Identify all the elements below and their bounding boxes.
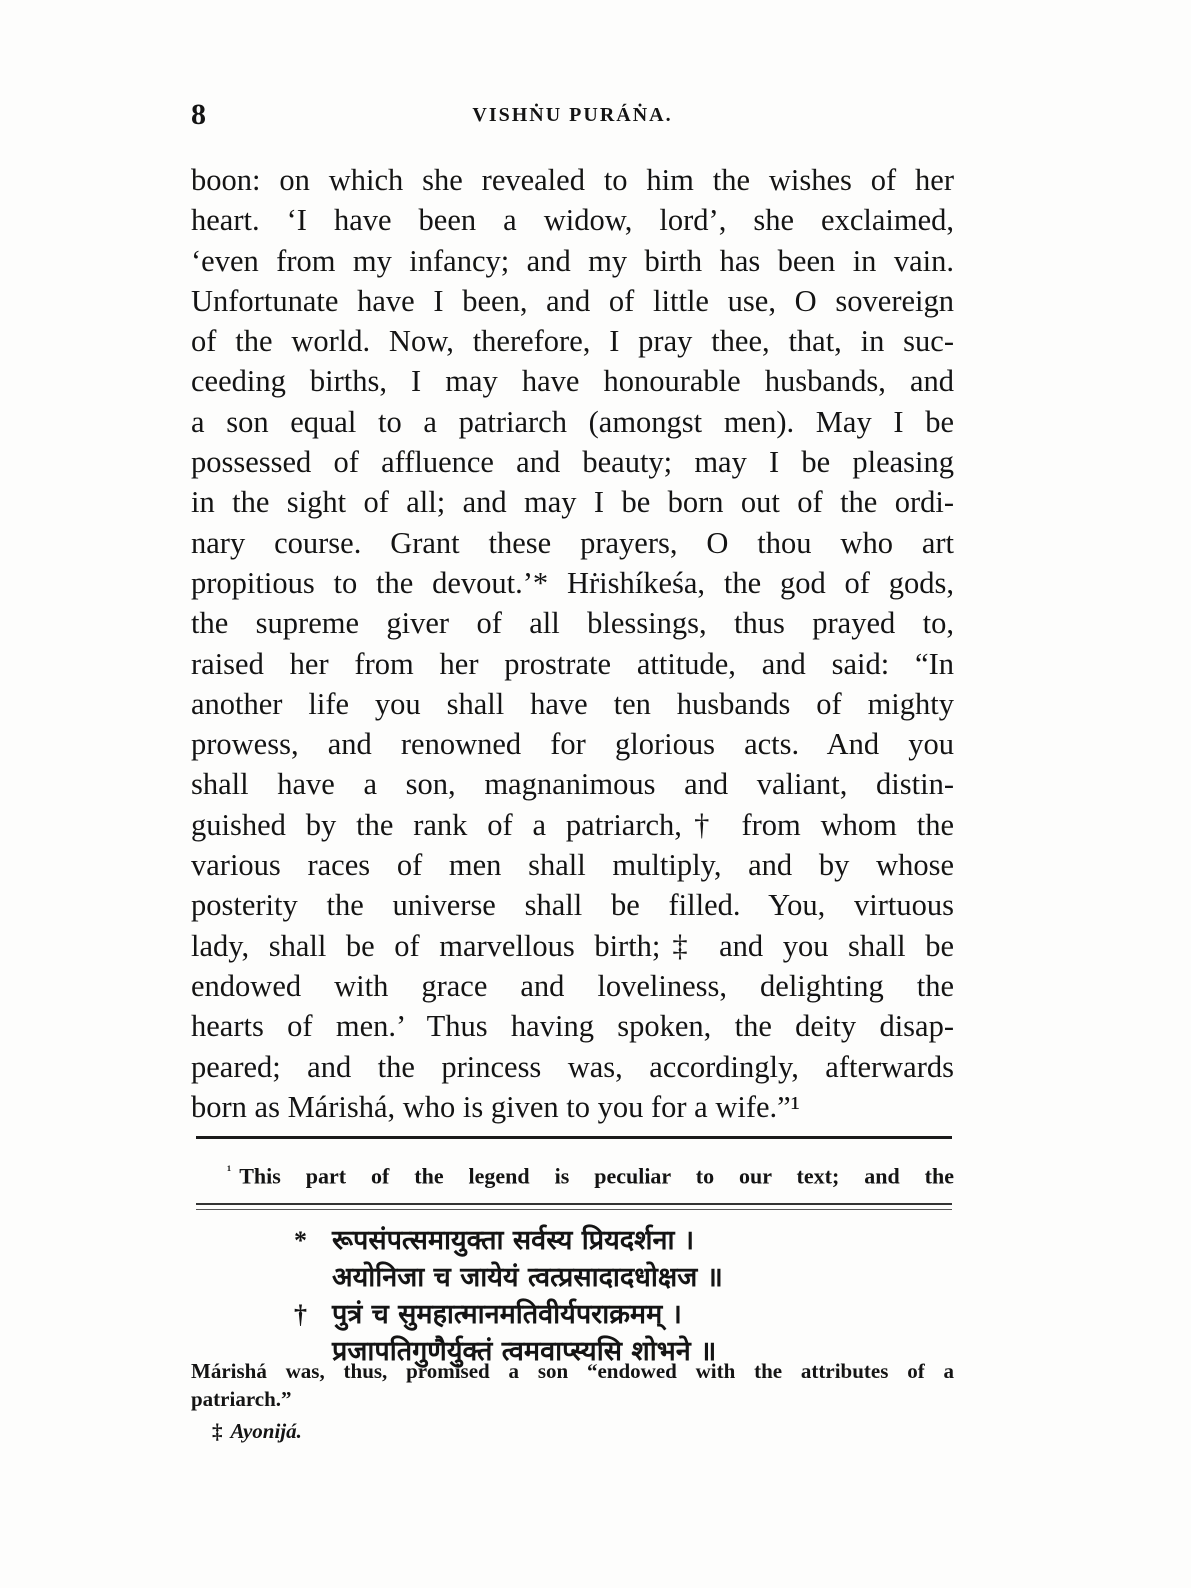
body-line: prowess, and renowned for glorious acts. And you	[191, 727, 954, 762]
footnote-1-text: This part of the legend is peculiar to our text; and the	[239, 1163, 954, 1189]
sanskrit-text: पुत्रं च सुमहात्मानमतिवीर्यपराक्रमम् ।	[332, 1299, 682, 1330]
body-line: hearts of men.’ Thus having spoken, the deity disap-	[191, 1009, 954, 1044]
sanskrit-text: अयोनिजा च जायेयं त्वत्प्रसादादधोक्षज ॥	[332, 1262, 723, 1293]
body-line: raised her from her prostrate attitude, and said: “In	[191, 646, 954, 681]
body-line: Unfortunate have I been, and of little use, O sovereign	[191, 283, 954, 318]
body-line: of the world. Now, therefore, I pray thee, that, in suc-	[191, 324, 954, 359]
page-header	[191, 98, 954, 134]
footnote-1-continuation	[191, 1357, 954, 1413]
body-text	[191, 160, 954, 1127]
body-line: boon: on which she revealed to him the wishes of her	[191, 163, 954, 197]
running-head: VISHṄU PURÁṄA.	[472, 104, 673, 126]
sanskrit-verses	[290, 1222, 850, 1370]
body-line: posterity the universe shall be filled. You, virtuous	[191, 888, 954, 923]
body-line: nary course. Grant these prayers, O thou who art	[191, 525, 954, 560]
body-line: the supreme giver of all blessings, thus prayed to,	[191, 606, 954, 641]
sanskrit-text: रूपसंपत्समायुक्ता सर्वस्य प्रियदर्शना ।	[332, 1225, 695, 1256]
sanskrit-line	[290, 1296, 850, 1333]
body-line: a son equal to a patriarch (amongst men). May I be	[191, 404, 954, 439]
sanskrit-text: प्रजापतिगुणैर्युक्तं त्वमवाप्स्यसि शोभने ॥	[332, 1336, 717, 1367]
footnote-dagger-mark: †	[294, 1300, 307, 1329]
footnote-double-dagger-mark: ‡	[212, 1419, 223, 1443]
body-line: shall have a son, magnanimous and valiant, distin-	[191, 767, 954, 802]
body-line: various races of men shall multiply, and by whose	[191, 848, 954, 883]
footnote-line: Márishá was, thus, promised a son “endowed with the attributes of a	[191, 1359, 954, 1383]
body-line: ceeding births, I may have honourable husbands, and	[191, 364, 954, 399]
body-line: another life you shall have ten husbands of mighty	[191, 686, 954, 721]
body-line: guished by the rank of a patriarch,† from whom the	[191, 807, 954, 842]
body-line: born as Márishá, who is given to you for a wife.”¹	[191, 1089, 800, 1124]
footnote-1	[191, 1158, 954, 1190]
body-line: possessed of affluence and beauty; may I be pleasing	[191, 445, 954, 480]
footnote-3	[212, 1417, 975, 1445]
sanskrit-line	[290, 1222, 850, 1259]
footnote-1-mark: ¹	[227, 1164, 232, 1179]
body-line: endowed with grace and loveliness, delighting the	[191, 968, 954, 1003]
body-line: heart. ‘I have been a widow, lord’, she exclaimed,	[191, 203, 954, 238]
body-line: propitious to the devout.’* Hṙishíkeśa, the god of gods,	[191, 565, 954, 600]
sanskrit-line	[290, 1259, 850, 1296]
footnote-star-mark: *	[294, 1226, 307, 1255]
body-line: peared; and the princess was, accordingly, afterwards	[191, 1049, 954, 1084]
body-line: ‘even from my infancy; and my birth has been in vain.	[191, 243, 954, 278]
footnote-3-text: Ayonijá.	[230, 1419, 302, 1443]
page-number: 8	[191, 98, 206, 131]
body-line: lady, shall be of marvellous birth;‡ and you shall be	[191, 928, 954, 963]
footnote-divider	[196, 1136, 952, 1139]
footnote-line: patriarch.”	[191, 1387, 292, 1411]
footnote-double-rule	[196, 1203, 952, 1210]
body-line: in the sight of all; and may I be born out of the ordi-	[191, 485, 954, 520]
